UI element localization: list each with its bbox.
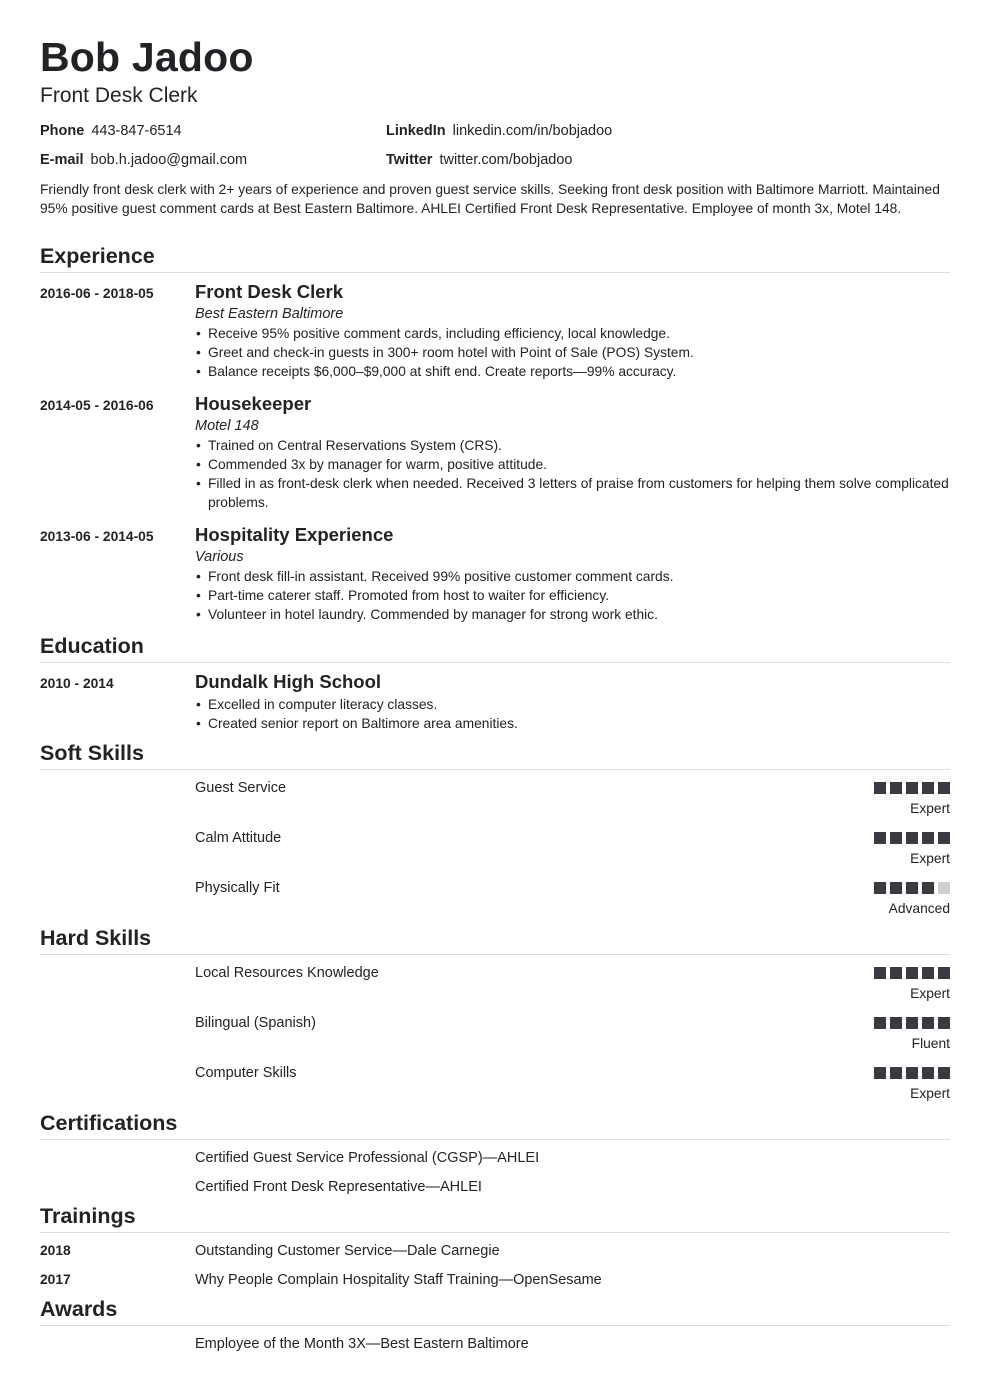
company-name: Motel 148 — [195, 418, 259, 434]
training-year: 2017 — [40, 1272, 71, 1287]
skill-rating — [874, 1067, 950, 1079]
job-bullets — [195, 436, 950, 512]
rating-square-filled — [922, 782, 934, 794]
section-title: Trainings — [40, 1204, 136, 1228]
rating-square-filled — [890, 967, 902, 979]
rating-square-filled — [938, 782, 950, 794]
job-title: Front Desk Clerk — [195, 281, 344, 302]
skill-rating — [874, 967, 950, 979]
phone-value: 443-847-6514 — [91, 123, 182, 139]
skill-level: Advanced — [888, 901, 950, 916]
skill-name: Bilingual (Spanish) — [195, 1015, 316, 1031]
bullet: • Balance receipts $6,000–$9,000 at shift end. Create reports—99% accuracy. — [195, 362, 950, 381]
bullet: • Receive 95% positive comment cards, including efficiency, local knowledge. — [195, 324, 950, 343]
bullet: • Front desk fill-in assistant. Received 99% positive customer comment cards. — [195, 567, 950, 586]
rating-square-filled — [906, 882, 918, 894]
certification-item: Certified Guest Service Professional (CGSP)—AHLEI — [195, 1150, 540, 1166]
section-title: Education — [40, 634, 144, 658]
certification-item: Certified Front Desk Representative—AHLEI — [195, 1179, 482, 1195]
twitter-value: twitter.com/bobjadoo — [439, 152, 573, 168]
education-entry — [195, 671, 950, 733]
candidate-title: Front Desk Clerk — [40, 84, 198, 107]
rating-square-filled — [890, 782, 902, 794]
rating-square-filled — [906, 1067, 918, 1079]
skill-row — [195, 829, 950, 869]
rating-square-filled — [890, 1017, 902, 1029]
skill-level: Expert — [910, 1086, 950, 1101]
education-dates: 2010 - 2014 — [40, 676, 114, 691]
twitter-label: Twitter — [386, 152, 433, 168]
linkedin-value: linkedin.com/in/bobjadoo — [452, 123, 613, 139]
education-bullets — [195, 695, 950, 733]
rating-square-filled — [906, 832, 918, 844]
rating-square-filled — [938, 1067, 950, 1079]
bullet: • Created senior report on Baltimore area amenities. — [195, 714, 950, 733]
rating-square-filled — [922, 967, 934, 979]
rating-square-filled — [922, 832, 934, 844]
rating-square-filled — [922, 882, 934, 894]
section-title: Awards — [40, 1297, 118, 1321]
company-name: Various — [195, 549, 244, 565]
skill-row — [195, 879, 950, 919]
section-education — [40, 633, 950, 663]
email-value: bob.h.jadoo@gmail.com — [90, 152, 248, 168]
contact-twitter — [386, 151, 572, 169]
section-certifications — [40, 1110, 950, 1140]
skill-name: Physically Fit — [195, 880, 280, 896]
bullet: • Commended 3x by manager for warm, positive attitude. — [195, 455, 950, 474]
skill-name: Local Resources Knowledge — [195, 965, 379, 981]
bullet: • Part-time caterer staff. Promoted from host to waiter for efficiency. — [195, 586, 950, 605]
experience-dates: 2013-06 - 2014-05 — [40, 529, 154, 544]
skill-rating — [874, 1017, 950, 1029]
rating-square-filled — [906, 1017, 918, 1029]
skill-name: Calm Attitude — [195, 830, 282, 846]
section-trainings — [40, 1203, 950, 1233]
training-item: Why People Complain Hospitality Staff Training—OpenSesame — [195, 1272, 602, 1288]
skill-level: Expert — [910, 986, 950, 1001]
rating-square-filled — [874, 882, 886, 894]
section-awards — [40, 1296, 950, 1326]
training-year: 2018 — [40, 1243, 71, 1258]
bullet: • Filled in as front-desk clerk when needed. Received 3 letters of praise from customers for helping them solve complicated problems. — [195, 474, 950, 512]
rating-square-filled — [874, 782, 886, 794]
rating-square-filled — [938, 832, 950, 844]
experience-entry — [195, 393, 950, 512]
skill-row — [195, 1064, 950, 1104]
section-title: Hard Skills — [40, 926, 152, 950]
skill-level: Fluent — [911, 1036, 950, 1051]
job-bullets — [195, 567, 950, 624]
resume-page — [40, 0, 950, 1400]
rating-square-filled — [890, 1067, 902, 1079]
skill-rating — [874, 832, 950, 844]
school-name: Dundalk High School — [195, 671, 382, 692]
linkedin-label: LinkedIn — [386, 123, 446, 139]
contact-phone — [40, 122, 182, 140]
skill-name: Computer Skills — [195, 1065, 297, 1081]
section-title: Certifications — [40, 1111, 178, 1135]
bullet: • Excelled in computer literacy classes. — [195, 695, 950, 714]
experience-entry — [195, 524, 950, 624]
rating-square-filled — [938, 1017, 950, 1029]
experience-entry — [195, 281, 950, 381]
rating-square-filled — [906, 782, 918, 794]
rating-square-filled — [874, 967, 886, 979]
experience-dates: 2016-06 - 2018-05 — [40, 286, 154, 301]
bullet: • Greet and check-in guests in 300+ room hotel with Point of Sale (POS) System. — [195, 343, 950, 362]
contact-linkedin — [386, 122, 612, 140]
job-bullets — [195, 324, 950, 381]
skill-row — [195, 964, 950, 1004]
job-title: Housekeeper — [195, 393, 312, 414]
rating-square-filled — [922, 1067, 934, 1079]
skill-row — [195, 1014, 950, 1054]
rating-square-filled — [890, 832, 902, 844]
rating-square-filled — [890, 882, 902, 894]
section-experience — [40, 243, 950, 273]
bullet: • Volunteer in hotel laundry. Commended by manager for strong work ethic. — [195, 605, 950, 624]
skill-rating — [874, 782, 950, 794]
rating-square-filled — [874, 832, 886, 844]
profile-summary: Friendly front desk clerk with 2+ years of experience and proven guest service skills. Seeking front desk position with Baltimore Marriott. Maintained 95% positive guest comment cards at Best Eastern Baltimore. AHLEI Certified Front Desk Representative. Employee of month 3x, Motel 148. — [40, 182, 940, 217]
skill-row — [195, 779, 950, 819]
rating-square-filled — [938, 967, 950, 979]
section-hard-skills — [40, 925, 950, 955]
candidate-name: Bob Jadoo — [40, 34, 254, 80]
award-item: Employee of the Month 3X—Best Eastern Baltimore — [195, 1336, 529, 1352]
training-item: Outstanding Customer Service—Dale Carnegie — [195, 1243, 500, 1259]
skill-rating — [874, 882, 950, 894]
skill-level: Expert — [910, 851, 950, 866]
rating-square-empty — [938, 882, 950, 894]
section-soft-skills — [40, 740, 950, 770]
phone-label: Phone — [40, 123, 85, 139]
company-name: Best Eastern Baltimore — [195, 306, 344, 322]
email-label: E-mail — [40, 152, 84, 168]
skill-name: Guest Service — [195, 780, 287, 796]
bullet: • Trained on Central Reservations System (CRS). — [195, 436, 950, 455]
rating-square-filled — [874, 1017, 886, 1029]
skill-level: Expert — [910, 801, 950, 816]
section-title: Experience — [40, 244, 155, 268]
contact-email — [40, 151, 247, 169]
section-title: Soft Skills — [40, 741, 144, 765]
rating-square-filled — [874, 1067, 886, 1079]
rating-square-filled — [906, 967, 918, 979]
experience-dates: 2014-05 - 2016-06 — [40, 398, 154, 413]
rating-square-filled — [922, 1017, 934, 1029]
job-title: Hospitality Experience — [195, 524, 394, 545]
